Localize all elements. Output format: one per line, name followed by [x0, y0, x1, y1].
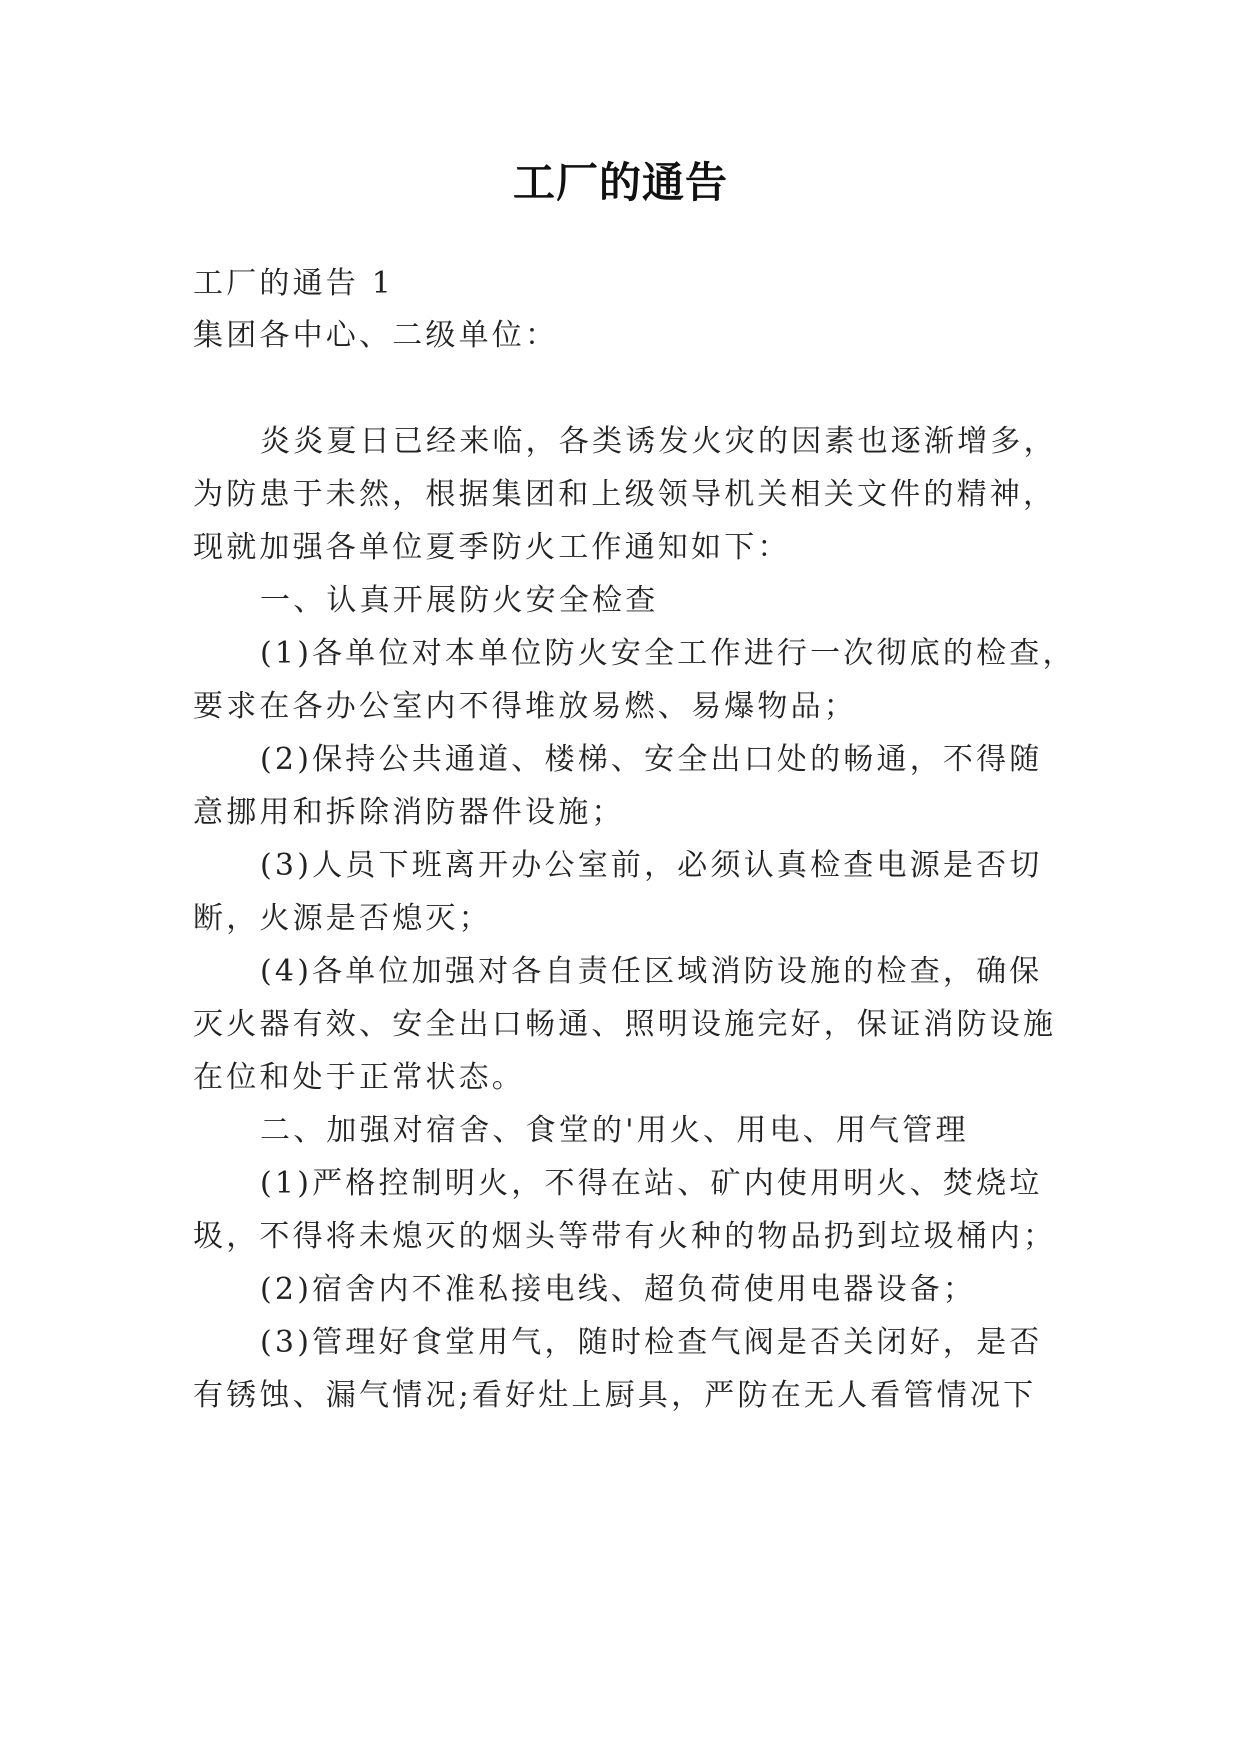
body-line-10: 断，火源是否熄灭；	[193, 901, 492, 936]
body-line-5: (1)各单位对本单位防火安全工作进行一次彻底的检查，	[260, 636, 1076, 671]
body-line-17: (2)宿舍内不准私接电线、超负荷使用电器设备；	[260, 1272, 977, 1307]
body-line-11: (4)各单位加强对各自责任区域消防设施的检查，确保	[260, 954, 1043, 989]
body-line-9: (3)人员下班离开办公室前，必须认真检查电源是否切	[260, 848, 1043, 883]
body-line-2: 为防患于未然，根据集团和上级领导机关相关文件的精神，	[193, 477, 1057, 512]
body-line-1: 炎炎夏日已经来临，各类诱发火灾的因素也逐渐增多，	[260, 424, 1057, 459]
body-line-15: (1)严格控制明火，不得在站、矿内使用明火、焚烧垃	[260, 1166, 1043, 1201]
addressee: 集团各中心、二级单位：	[193, 318, 559, 353]
body-line-8: 意挪用和拆除消防器件设施；	[193, 795, 625, 830]
body-line-7: (2)保持公共通道、楼梯、安全出口处的畅通，不得随	[260, 742, 1043, 777]
section-heading-2: 二、加强对宿舍、食堂的'用火、用电、用气管理	[260, 1113, 969, 1148]
body-line-18: (3)管理好食堂用气，随时检查气阀是否关闭好，是否	[260, 1325, 1043, 1360]
body-line-6: 要求在各办公室内不得堆放易燃、易爆物品；	[193, 689, 857, 724]
section-heading-1: 一、认真开展防火安全检查	[260, 583, 659, 618]
body-line-12: 灭火器有效、安全出口畅通、照明设施完好，保证消防设施	[193, 1007, 1057, 1042]
body-line-3: 现就加强各单位夏季防火工作通知如下：	[193, 530, 791, 565]
document-title: 工厂的通告	[512, 158, 728, 207]
body-line-19: 有锈蚀、漏气情况;看好灶上厨具，严防在无人看管情况下	[193, 1378, 1037, 1413]
body-line-16: 圾，不得将未熄灭的烟头等带有火种的物品扔到垃圾桶内；	[193, 1219, 1057, 1254]
document-subtitle: 工厂的通告 1	[193, 266, 395, 301]
body-line-13: 在位和处于正常状态。	[193, 1060, 525, 1095]
